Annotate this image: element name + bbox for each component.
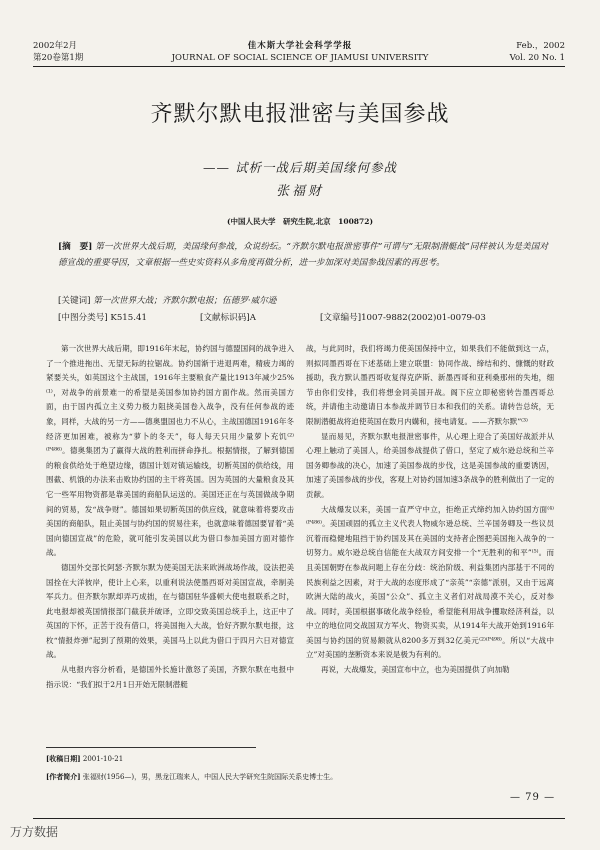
article-number-label: [文章编号]	[320, 313, 362, 323]
doc-value: A	[249, 313, 256, 323]
article-number	[320, 311, 486, 323]
abstract-text: 第一次世界大战后期，美国缘何参战，众说纷纭。“齐默尔默电报泄密事件”可谓与“无限制潜艇战”同样被认为是美国对德宣战的重要导因，文章根据一些史实资料从多角度再做分析，进一步加深对美国参战因素的再思考。	[58, 242, 549, 268]
author-bio-value: 张福财(1956—)，男，黑龙江瑞来人，中国人民大学研究生院国际关系史博士生。	[82, 773, 338, 781]
header-issue	[33, 40, 83, 64]
article-number-value: 1007-9882(2002)01-0079-03	[361, 313, 486, 323]
clc-label: [中图分类号]	[58, 313, 108, 323]
body-column-right	[306, 342, 554, 678]
body-paragraph: 德国外交部长阿瑟·齐默尔默为使美国无法来欧洲战场作战，设法把美国拴在大洋彼岸，使计上心来，以重利说法使墨西哥对美国宣战，牵制美军兵力。但齐默尔默却弄巧成拙，在与德国驻华盛顿大使电报联系之时，此电报却被英国情报部门截获并破译，立即交致美国总统手上，这正中了英国的下怀，正苦于没有借口，将美国拖入大战，恰好齐默尔默电报，这枚“情报炸弹”起到了预期的效果，美国马上以此为借口于四月六日对德宣战。	[46, 562, 294, 660]
clc-value: K515.41	[110, 313, 147, 323]
header-date: 2002年2月	[33, 41, 78, 51]
body-paragraph: 第一次世界大战后期，即1916年末起，协约国与德盟国间的战争进入了一个推进拖出、无望无际的拉锯战。协约国渐于进退两难，精疲力竭的紧要关头，如英国这个主战国，1916年主要粮食产量比1913年减少25%⁽¹⁾，对战争的前景难一的希望是美国参加协约国方面作战。然而美国方面，由于国内孤立主义势力极力阻挠美国卷入战争，没有任何参战的迹象，同样，大战的另一方——德奥盟国也力不从心，主战国德国1916年冬经济更加困难，被称为“萝卜的冬天”，每人每天只用少量萝卜充饥⁽²⁾⁽ᴾ⁴⁸⁶⁾。德奥集团为了赢得大战的胜利而拼命挣扎。根据情报，了解到德国的粮食供给处于绝望边缘，德国计划对镇运输线，切断英国的供给线，用围截、机饿的办法来击败协约国的主干将英国。因为英国的大量粮食及其它一些军用物资都是靠美国的商船队运送的。美国还正在与英国做战争期间的贸易，发“战争财”。德国如果切断英国的供应线，就意味着将要攻击美国的商船队，阻止美国与协约国的贸易往来，也就意味着德国要冒着“美国向德国宣战”的危险，就可能引发美国以此为借口参加美国方面对德作战。	[46, 344, 294, 558]
keywords-label: [关键词]	[58, 296, 91, 306]
article-author: 张福财	[275, 184, 324, 199]
doc-label: [文献标识码]	[200, 313, 250, 323]
article-subtitle: —— 试析一战后期美国缘何参战	[203, 160, 397, 175]
body-paragraph: 大战爆发以来，美国一直严守中立，拒绝正式缔约加入协约国方面⁽⁴⁾⁽ᴾ⁴⁸⁶⁾。美国顽固的孤立主义代表人物威尔逊总统、兰辛国务卿及一些议员沉着而稳健地阻挡于协约国及其在美国的支持者企图把美国拖入战争的一切努力。威尔逊总统自信能在大战双方间安排一个“无胜利的和平”⁽⁵⁾。而且美国朝野在参战问题上存在分歧：统治阶级、利益集团内部基于不同的民族利益之因素，对于大战的态度形成了“亲英”“亲德”派别，又由于远离欧洲大陆的战火，美国“公众”、孤立主义者们对战局漠不关心，反对参战。同时，美国根据事破化战争经验，希望能利用战争攫取经济利益，以中立的地位同交战国双方军火、物资买卖，从1914年大战开始到1916年美国与协约国的贸易额就从8200多万到32亿美元⁽²⁾⁽ᴾ⁴⁹⁸⁾。所以“大战中立”对美国的垄断资本来说是极为有利的。	[306, 504, 554, 660]
body-paragraph: 再说，大战爆发，美国宣布中立，也为美国提供了向加勒	[321, 665, 510, 675]
keywords-text: 第一次世界大战；齐默尔默电报；伍德罗·威尔逊	[93, 296, 277, 306]
header-volume: 第20卷第1期	[33, 53, 84, 63]
body-column-left	[46, 342, 294, 692]
body-paragraph: 战，与此同时，我们将竭力使美国保持中立，如果我们不能做到这一点，则拟同墨西哥在下述基础上建立联盟：协同作战、缔结和约、慷慨的财政援助，我方默认墨西哥收复得克萨斯、新墨西哥和亚利桑那州的失地，细节由你们安排，我们将想金同美国开战。阁下应立即秘密转告墨西哥总统，并请他主动邀请日本参战并调节日本和我们的关系。请转告总统，无限制潜艇战将迫使英国在数月内媾和，接电请复。——齐默尔默”⁽³⁾	[306, 344, 554, 426]
journal-name-en: JOURNAL OF SOCIAL SCIENCE OF JIAMUSI UNIVERSITY	[171, 53, 429, 63]
author-affiliation: (中国人民大学 研究生院,北京 100872)	[226, 217, 374, 226]
keywords	[58, 294, 548, 306]
abstract-label: [摘 要]	[58, 242, 93, 252]
footnote-author	[46, 772, 556, 782]
clc-code	[58, 311, 147, 323]
journal-name	[150, 40, 450, 64]
header-divider	[33, 66, 565, 67]
body-paragraph: 显而易见，齐默尔默电报泄密事件，从心理上迎合了美国好战派并从心理上触动了美国人，给美国参战提供了借口，坚定了威尔逊总统和兰辛国务卿参战的决心，加速了美国参战的步伐，这是美国参战的重要诱因，加速了美国参战的步伐，客观上对协约国加速3条战争的胜利做出了一定的贡献。	[306, 431, 554, 499]
footer-divider	[33, 818, 565, 819]
received-label: [收稿日期]	[46, 754, 81, 763]
journal-name-cn: 佳木斯大学社会科学学报	[247, 41, 353, 51]
body-paragraph: 从电报内容分析看，是德国外长施计激怒了美国，齐默尔默在电报中指示说：“我们拟于2月1日开始无限制潜艇	[46, 665, 294, 689]
header-volume-en: Vol. 20 No. 1	[509, 53, 565, 63]
article-title: 齐默尔默电报泄密与美国参战	[150, 102, 450, 127]
received-value: 2001-10-21	[82, 755, 124, 763]
header-date-en: Feb.，2002	[516, 41, 565, 51]
watermark: 万方数据	[10, 825, 59, 839]
abstract	[58, 240, 548, 271]
document-code	[200, 311, 256, 323]
header-issue-en	[510, 40, 565, 64]
page-number: — 79 —	[510, 792, 556, 803]
footnote-received	[46, 754, 556, 764]
footnote-divider	[46, 747, 256, 748]
author-bio-label: [作者简介]	[46, 772, 81, 781]
